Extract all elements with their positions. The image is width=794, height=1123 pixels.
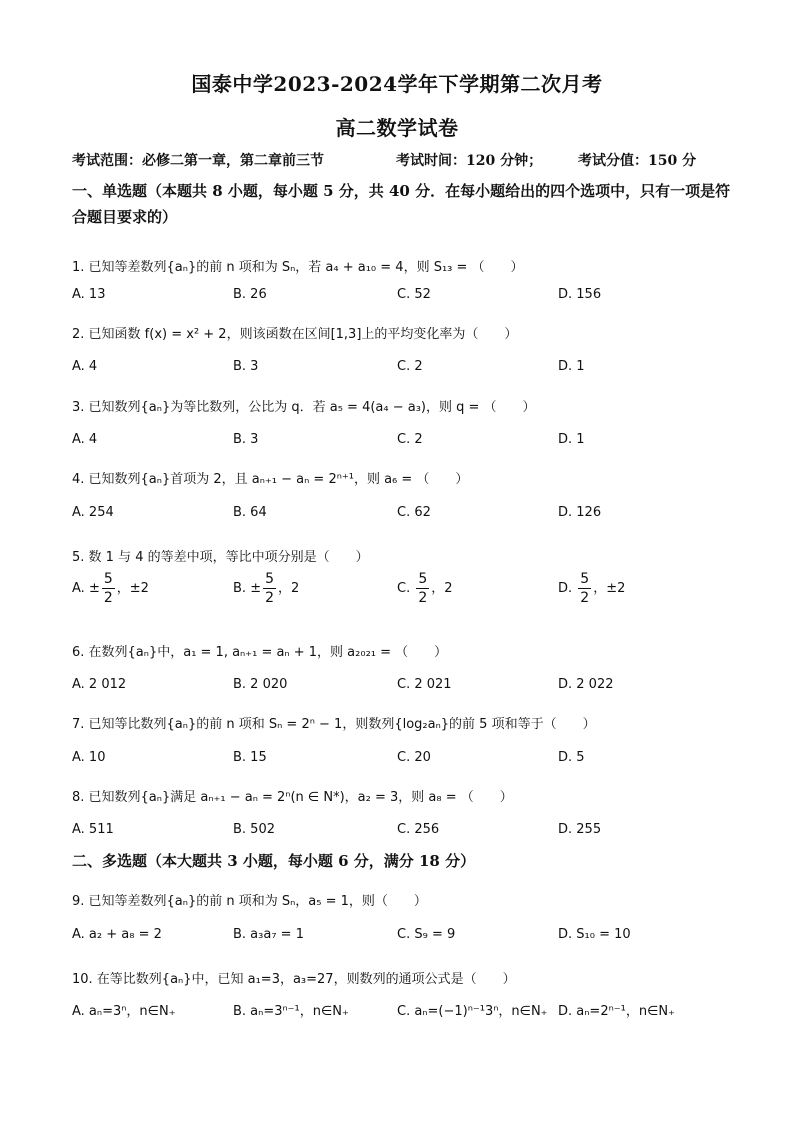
question-2-options [72, 359, 732, 381]
question-8: 8. 已知数列{aₙ}满足 aₙ₊₁ − aₙ = 2ⁿ(n ∈ N*)，a₂ = 3，则 a₈ = （ ） [72, 790, 513, 805]
option-a: A. ± $\frac{5}{2}$ ，±2 [72, 571, 149, 606]
option-c: C. 256 [397, 822, 440, 837]
option-a: A. 511 [72, 822, 114, 837]
option-d: D. 2 022 [558, 677, 614, 692]
option-a: A. aₙ=3ⁿ，n∈N₊ [72, 1004, 176, 1019]
question-8-options [72, 822, 732, 844]
question-7: 7. 已知等比数列{aₙ}的前 n 项和 Sₙ = 2ⁿ − 1，则数列{log₂aₙ}的前 5 项和等于（ ） [72, 717, 596, 732]
exam-info [72, 150, 722, 170]
option-d: D. 255 [558, 822, 602, 837]
exam-scope: 考试范围：必修二第一章，第二章前三节 [72, 153, 324, 169]
question-4-options [72, 505, 732, 527]
option-b: B. aₙ=3ⁿ⁻¹，n∈N₊ [233, 1004, 349, 1019]
question-5: 5. 数 1 与 4 的等差中项，等比中项分别是（ ） [72, 550, 369, 565]
question-5-options [72, 572, 732, 612]
option-c: C. $\frac{5}{2}$ ，2 [397, 571, 453, 606]
question-1: 1. 已知等差数列{aₙ}的前 n 项和为 Sₙ，若 a₄ + a₁₀ = 4，则 S₁₃ = （ ） [72, 260, 524, 275]
option-d: D. S₁₀ = 10 [558, 927, 631, 942]
option-c: C. 2 [397, 359, 423, 374]
option-d: D. 1 [558, 432, 585, 447]
option-c: C. S₉ = 9 [397, 927, 456, 942]
exam-score: 考试分值：150 分 [578, 153, 697, 169]
option-c: C. 2 021 [397, 677, 452, 692]
question-6-options [72, 677, 732, 699]
option-b: B. 3 [233, 432, 259, 447]
option-a: A. 10 [72, 750, 106, 765]
option-c: C. 52 [397, 287, 431, 302]
option-c: C. 20 [397, 750, 431, 765]
option-b: B. 15 [233, 750, 267, 765]
exam-title: 国泰中学2023-2024学年下学期第二次月考 [191, 72, 603, 96]
option-d: D. 156 [558, 287, 602, 302]
question-10-options [72, 1000, 732, 1022]
section-heading-single-choice: 一、单选题（本题共 8 小题，每小题 5 分，共 40 分．在每小题给出的四个选项中，只有一项是符合题目要求的） [72, 182, 731, 226]
option-a: A. a₂ + a₈ = 2 [72, 927, 162, 942]
option-b: B. 3 [233, 359, 259, 374]
exam-subtitle: 高二数学试卷 [335, 116, 459, 140]
option-a: A. 254 [72, 505, 114, 520]
option-a: A. 13 [72, 287, 106, 302]
option-a: A. 4 [72, 359, 98, 374]
question-3: 3. 已知数列{aₙ}为等比数列，公比为 q．若 a₅ = 4(a₄ − a₃)，则 q = （ ） [72, 400, 536, 415]
section-heading-multiple-choice: 二、多选题（本大题共 3 小题，每小题 6 分，满分 18 分） [72, 852, 476, 870]
question-1-options [72, 287, 732, 309]
question-2: 2. 已知函数 f(x) = x² + 2，则该函数在区间[1,3]上的平均变化率为（ ） [72, 327, 518, 342]
option-b: B. 2 020 [233, 677, 288, 692]
question-10: 10. 在等比数列{aₙ}中，已知 a₁=3，a₃=27，则数列的通项公式是（ ） [72, 972, 516, 987]
option-d: D. 5 [558, 750, 585, 765]
question-3-options [72, 432, 732, 454]
option-d: D. $\frac{5}{2}$ ，±2 [558, 571, 626, 606]
option-c: C. 2 [397, 432, 423, 447]
option-b: B. 64 [233, 505, 267, 520]
option-b: B. 26 [233, 287, 267, 302]
option-d: D. 126 [558, 505, 602, 520]
question-7-options [72, 750, 732, 772]
option-b: B. ± $\frac{5}{2}$ ，2 [233, 571, 300, 606]
option-a: A. 4 [72, 432, 98, 447]
option-a: A. 2 012 [72, 677, 127, 692]
option-b: B. 502 [233, 822, 275, 837]
question-4: 4. 已知数列{aₙ}首项为 2，且 aₙ₊₁ − aₙ = 2ⁿ⁺¹，则 a₆ = （ ） [72, 472, 469, 487]
question-9: 9. 已知等差数列{aₙ}的前 n 项和为 Sₙ，a₅ = 1，则（ ） [72, 894, 427, 909]
option-c: C. aₙ=(−1)ⁿ⁻¹3ⁿ，n∈N₊ [397, 1004, 548, 1019]
option-b: B. a₃a₇ = 1 [233, 927, 304, 942]
question-6: 6. 在数列{aₙ}中，a₁ = 1, aₙ₊₁ = aₙ + 1，则 a₂₀₂₁ = （ ） [72, 645, 448, 660]
option-d: D. 1 [558, 359, 585, 374]
option-c: C. 62 [397, 505, 431, 520]
exam-time: 考试时间：120 分钟； [396, 153, 543, 169]
question-9-options [72, 927, 732, 949]
option-d: D. aₙ=2ⁿ⁻¹，n∈N₊ [558, 1004, 675, 1019]
